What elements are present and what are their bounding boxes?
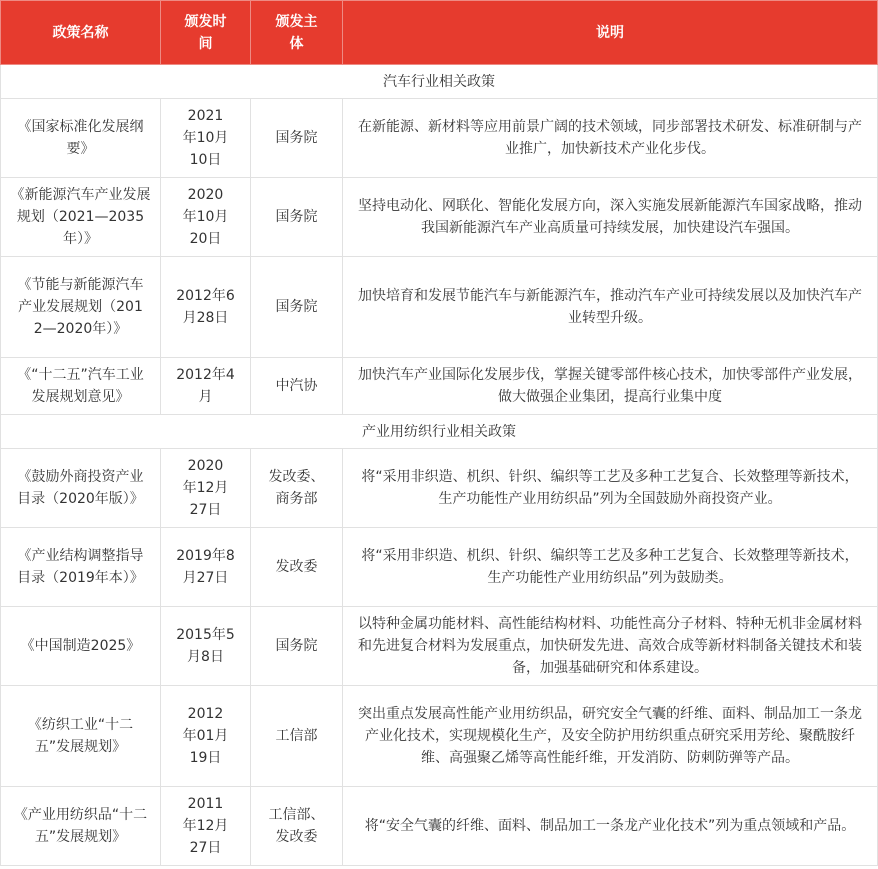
issue-date: 2019年8月27日	[161, 528, 251, 607]
section-row	[1, 65, 878, 99]
description: 将“安全气囊的纤维、面料、制品加工一条龙产业化技术”列为重点领域和产品。	[343, 787, 878, 866]
issue-date: 2020年10月20日	[161, 178, 251, 257]
header-policy: 政策名称	[1, 1, 161, 65]
issuer: 国务院	[251, 99, 343, 178]
issuer: 工信部	[251, 686, 343, 787]
description: 将“采用非织造、机织、针织、编织等工艺及多种工艺复合、长效整理等新技术，生产功能性产业用纺织品”列为全国鼓励外商投资产业。	[343, 449, 878, 528]
description: 在新能源、新材料等应用前景广阔的技术领域，同步部署技术研发、标准研制与产业推广，加快新技术产业化步伐。	[343, 99, 878, 178]
issuer: 发改委	[251, 528, 343, 607]
table-row	[1, 358, 878, 415]
issuer: 国务院	[251, 178, 343, 257]
description: 突出重点发展高性能产业用纺织品，研究安全气囊的纤维、面料、制品加工一条龙产业化技术，实现规模化生产，及安全防护用纺织重点研究采用芳纶、聚酰胺纤维、高强聚乙烯等高性能纤维，开发消防、防刺防弹等产品。	[343, 686, 878, 787]
table-row	[1, 607, 878, 686]
policy-name: 《鼓励外商投资产业目录（2020年版）》	[1, 449, 161, 528]
issuer: 工信部、发改委	[251, 787, 343, 866]
issue-date: 2011年12月27日	[161, 787, 251, 866]
issue-date: 2012年01月19日	[161, 686, 251, 787]
policy-name: 《“十二五”汽车工业发展规划意见》	[1, 358, 161, 415]
description: 将“采用非织造、机织、针织、编织等工艺及多种工艺复合、长效整理等新技术，生产功能性产业用纺织品”列为鼓励类。	[343, 528, 878, 607]
issue-date: 2012年4月	[161, 358, 251, 415]
description: 坚持电动化、网联化、智能化发展方向，深入实施发展新能源汽车国家战略，推动我国新能源汽车产业高质量可持续发展，加快建设汽车强国。	[343, 178, 878, 257]
table-row	[1, 449, 878, 528]
section-title: 汽车行业相关政策	[1, 65, 878, 99]
header-issuer: 颁发主体	[251, 1, 343, 65]
description: 加快汽车产业国际化发展步伐，掌握关键零部件核心技术，加快零部件产业发展，做大做强企业集团，提高行业集中度	[343, 358, 878, 415]
issue-date: 2015年5月8日	[161, 607, 251, 686]
table-row	[1, 787, 878, 866]
header-date: 颁发时间	[161, 1, 251, 65]
policy-name: 《国家标准化发展纲要》	[1, 99, 161, 178]
table-row	[1, 686, 878, 787]
issue-date: 2020年12月27日	[161, 449, 251, 528]
table-row	[1, 99, 878, 178]
policy-name: 《产业用纺织品“十二五”发展规划》	[1, 787, 161, 866]
description: 以特种金属功能材料、高性能结构材料、功能性高分子材料、特种无机非金属材料和先进复合材料为发展重点，加快研发先进、高效合成等新材料制备关键技术和装备，加强基础研究和体系建设。	[343, 607, 878, 686]
table-header-row	[1, 1, 878, 65]
table-row	[1, 178, 878, 257]
issuer: 发改委、商务部	[251, 449, 343, 528]
table-row	[1, 257, 878, 358]
issuer: 中汽协	[251, 358, 343, 415]
policy-name: 《中国制造2025》	[1, 607, 161, 686]
section-row	[1, 415, 878, 449]
section-title: 产业用纺织行业相关政策	[1, 415, 878, 449]
issuer: 国务院	[251, 607, 343, 686]
policy-name: 《节能与新能源汽车产业发展规划（2012—2020年）》	[1, 257, 161, 358]
header-desc: 说明	[343, 1, 878, 65]
description: 加快培育和发展节能汽车与新能源汽车，推动汽车产业可持续发展以及加快汽车产业转型升级。	[343, 257, 878, 358]
policy-name: 《纺织工业“十二五”发展规划》	[1, 686, 161, 787]
policy-name: 《新能源汽车产业发展规划（2021—2035年）》	[1, 178, 161, 257]
issue-date: 2012年6月28日	[161, 257, 251, 358]
table-row	[1, 528, 878, 607]
policy-name: 《产业结构调整指导目录（2019年本）》	[1, 528, 161, 607]
issue-date: 2021年10月10日	[161, 99, 251, 178]
issuer: 国务院	[251, 257, 343, 358]
